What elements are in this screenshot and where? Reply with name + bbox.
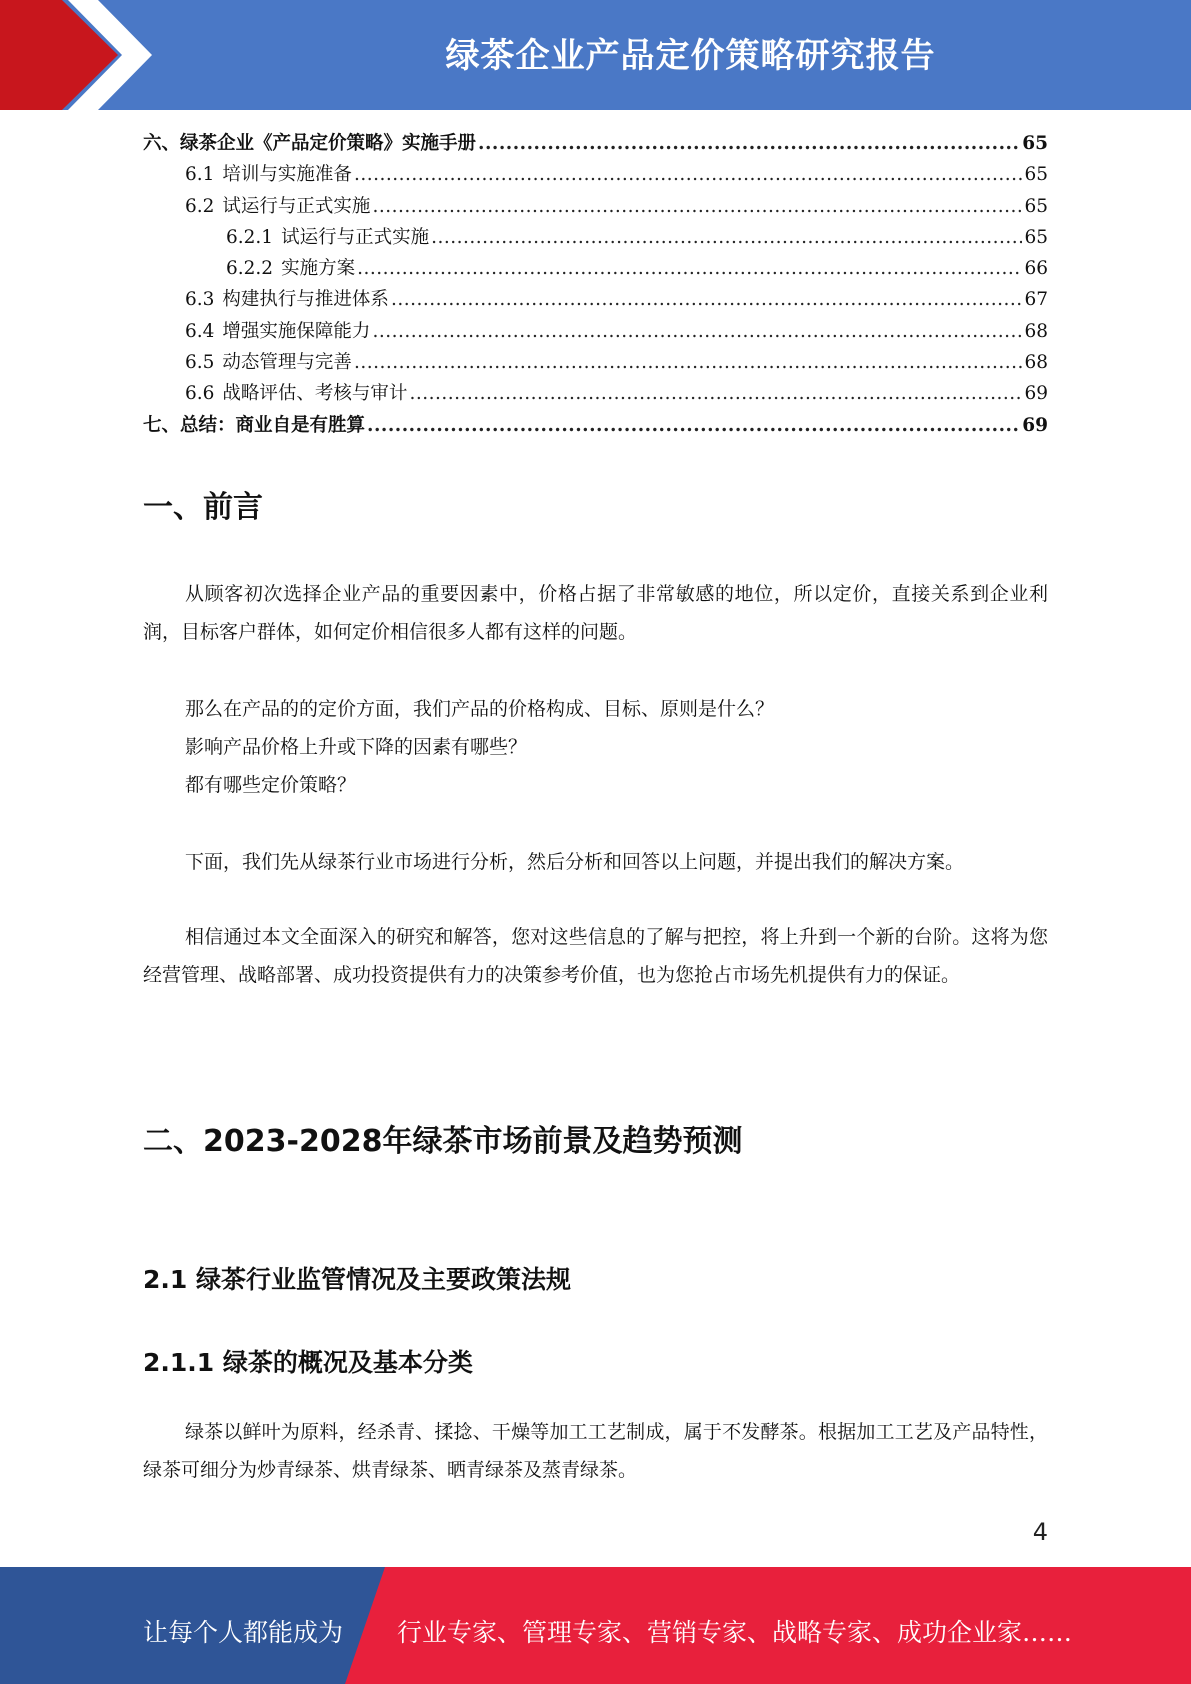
toc-page: 66	[1024, 258, 1048, 280]
toc-label: 七、总结：商业自是有胜算	[143, 414, 366, 436]
table-of-contents	[143, 128, 1048, 441]
toc-label: 六、绿茶企业《产品定价策略》实施手册	[143, 133, 477, 154]
toc-leader	[367, 410, 1020, 441]
footer-slogan-right: 行业专家、管理专家、营销专家、战略专家、成功企业家……	[397, 1618, 1073, 1647]
toc-entry[interactable]	[143, 222, 1048, 253]
page-number: 4	[1032, 1518, 1048, 1546]
toc-leader	[409, 378, 1022, 409]
toc-page: 69	[1022, 414, 1048, 436]
toc-page: 65	[1024, 195, 1048, 217]
toc-label: 实施方案	[281, 258, 356, 280]
footer-slogan-left: 让每个人都能成为	[143, 1618, 344, 1647]
toc-entry[interactable]	[143, 128, 1048, 159]
toc-number: 6.6	[185, 383, 215, 405]
toc-label: 动态管理与完善	[222, 352, 352, 374]
toc-leader	[354, 347, 1023, 378]
toc-number: 6.5	[185, 352, 215, 374]
toc-entry[interactable]	[143, 316, 1048, 347]
section-heading-preface: 一、前言	[143, 490, 263, 525]
toc-label: 培训与实施准备	[222, 164, 352, 186]
toc-entry[interactable]	[143, 378, 1048, 409]
toc-page: 65	[1024, 226, 1048, 248]
toc-label: 试运行与正式实施	[222, 195, 371, 217]
subsection-heading: 2.1 绿茶行业监管情况及主要政策法规	[143, 1265, 571, 1294]
toc-leader	[431, 222, 1022, 253]
toc-leader	[478, 128, 1020, 159]
toc-page: 67	[1024, 289, 1048, 311]
toc-label: 增强实施保障能力	[222, 320, 371, 342]
toc-leader	[391, 284, 1023, 315]
toc-number: 6.3	[185, 289, 215, 311]
toc-number: 6.4	[185, 320, 215, 342]
toc-label: 试运行与正式实施	[281, 226, 430, 248]
question-line: 都有哪些定价策略？	[185, 774, 357, 796]
paragraph: 下面，我们先从绿茶行业市场进行分析，然后分析和回答以上问题，并提出我们的解决方案。	[185, 851, 965, 873]
toc-page: 68	[1024, 352, 1048, 374]
paragraph: 绿茶以鲜叶为原料，经杀青、揉捻、干燥等加工工艺制成，属于不发酵茶。根据加工工艺及产品特性，绿茶可细分为炒青绿茶、烘青绿茶、晒青绿茶及蒸青绿茶。	[143, 1421, 1048, 1481]
red-chevron-icon	[0, 0, 160, 110]
toc-entry[interactable]	[143, 347, 1048, 378]
toc-page: 65	[1024, 164, 1048, 186]
subsection-heading: 2.1.1 绿茶的概况及基本分类	[143, 1348, 473, 1377]
toc-number: 6.2.1	[226, 226, 274, 248]
toc-label: 构建执行与推进体系	[222, 289, 389, 311]
question-line: 影响产品价格上升或下降的因素有哪些？	[185, 736, 528, 758]
toc-leader	[357, 253, 1022, 284]
toc-page: 69	[1024, 383, 1048, 405]
toc-entry[interactable]	[143, 253, 1048, 284]
question-line: 那么在产品的的定价方面，我们产品的价格构成、目标、原则是什么？	[185, 698, 775, 720]
toc-leader	[354, 159, 1023, 190]
footer-band	[0, 1567, 1191, 1684]
report-title: 绿茶企业产品定价策略研究报告	[445, 36, 936, 76]
toc-entry[interactable]	[143, 191, 1048, 222]
toc-number: 6.2	[185, 195, 215, 217]
toc-entry[interactable]	[143, 284, 1048, 315]
toc-page: 65	[1022, 133, 1048, 154]
toc-entry[interactable]	[143, 159, 1048, 190]
toc-page: 68	[1024, 320, 1048, 342]
toc-entry[interactable]	[143, 410, 1048, 441]
paragraph: 相信通过本文全面深入的研究和解答，您对这些信息的了解与把控，将上升到一个新的台阶。这将为您经营管理、战略部署、成功投资提供有力的决策参考价值，也为您抢占市场先机提供有力的保证。	[143, 926, 1048, 986]
toc-number: 6.2.2	[226, 258, 274, 280]
toc-label: 战略评估、考核与审计	[222, 383, 408, 405]
toc-number: 6.1	[185, 164, 215, 186]
toc-leader	[372, 316, 1022, 347]
toc-leader	[372, 191, 1022, 222]
paragraph: 从顾客初次选择企业产品的重要因素中，价格占据了非常敏感的地位，所以定价，直接关系到企业利润，目标客户群体，如何定价相信很多人都有这样的问题。	[143, 583, 1048, 643]
section-heading-forecast: 二、2023-2028年绿茶市场前景及趋势预测	[143, 1124, 743, 1159]
header-band	[0, 0, 1191, 110]
